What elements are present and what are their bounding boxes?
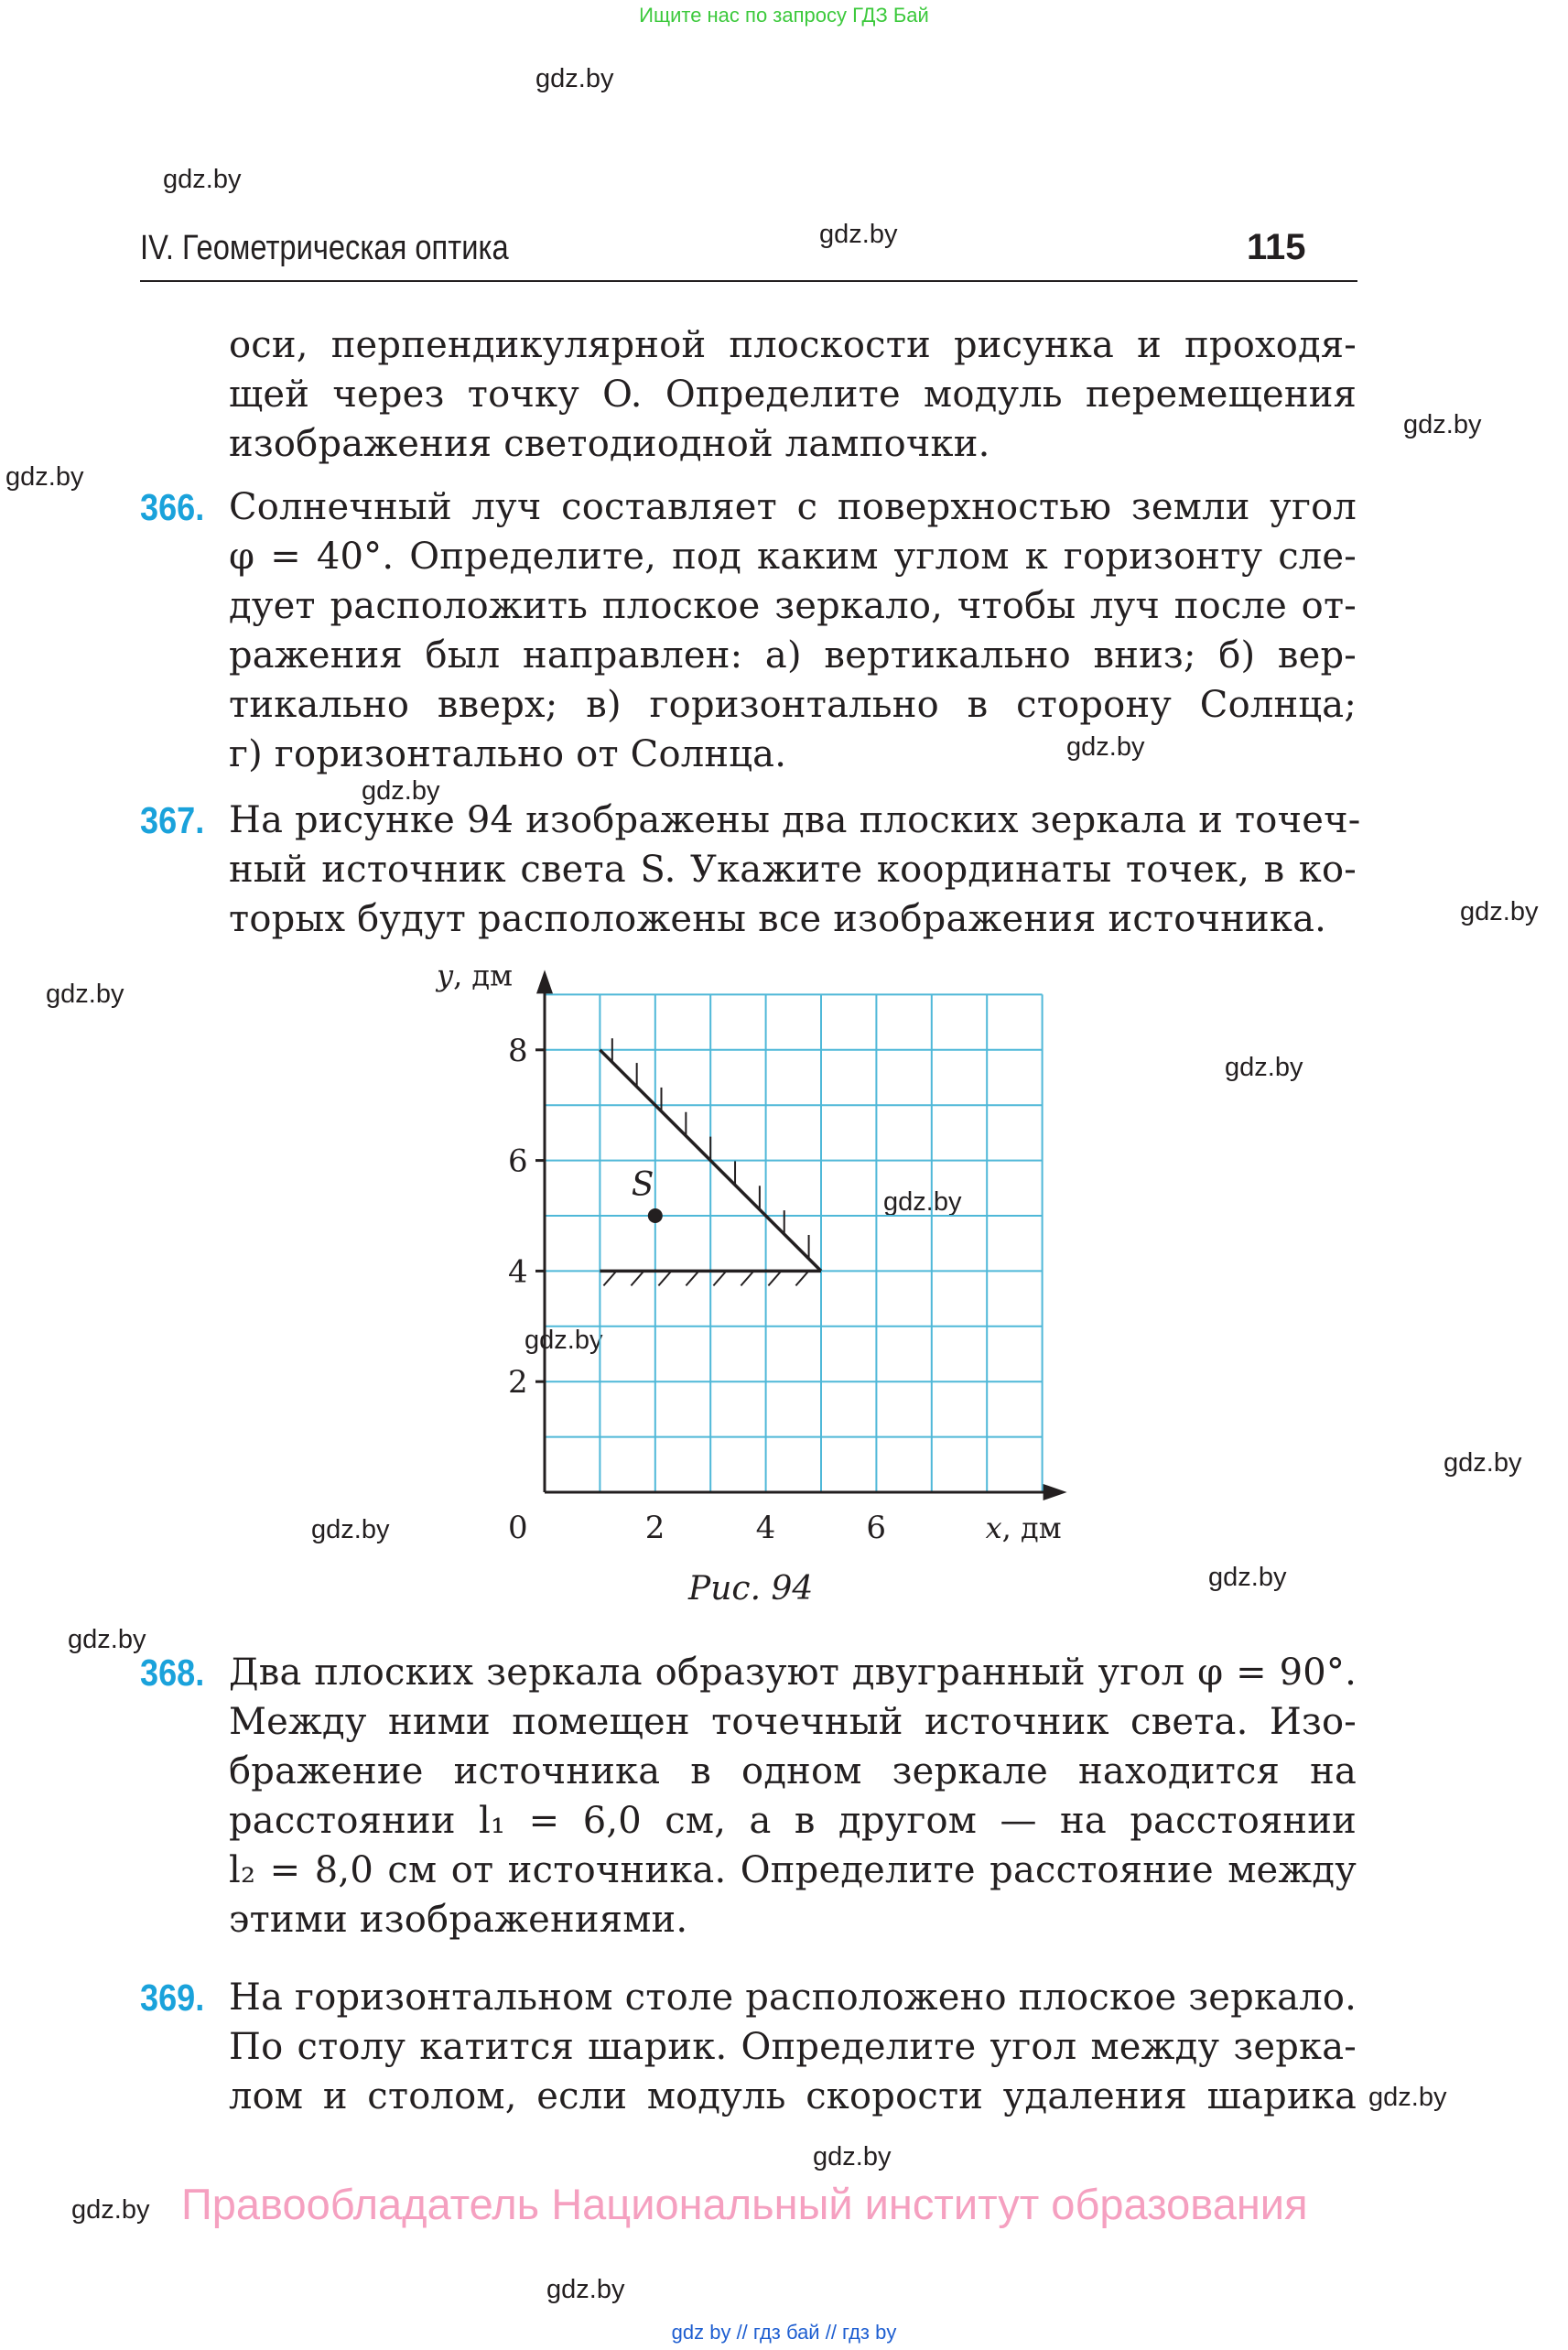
text-line: этими изображениями. — [229, 1899, 688, 1941]
problem-number-367: 367. — [140, 799, 205, 841]
y-axis-label: y, дм — [437, 958, 514, 993]
watermark: gdz.by — [362, 776, 440, 806]
figure-caption: Рис. 94 — [688, 1570, 814, 1608]
watermark: gdz.by — [46, 980, 124, 1009]
text-line: дует расположить плоское зеркало, чтобы луч после от- — [229, 585, 1357, 627]
watermark: gdz.by — [819, 220, 898, 249]
text-line: Между ними помещен точечный источник света. Изо- — [229, 1701, 1357, 1743]
text-line: l₂ = 8,0 см от источника. Определите расстояние между — [229, 1849, 1357, 1891]
watermark: gdz.by — [1066, 732, 1145, 762]
text-line: Солнечный луч составляет с поверхностью земли угол — [229, 486, 1357, 528]
watermark: gdz.by — [546, 2275, 625, 2304]
text-line: бражение источника в одном зеркале находится на — [229, 1750, 1357, 1792]
page-number: 115 — [1247, 227, 1306, 267]
y-tick-label: 4 — [508, 1253, 528, 1291]
watermark: gdz.by — [311, 1515, 390, 1544]
bottom-links[interactable]: gdz by // гдз бай // гдз by — [671, 2321, 897, 2344]
x-axis-arrow — [1044, 1484, 1067, 1500]
y-tick-label: 8 — [508, 1032, 528, 1069]
top-search-note[interactable]: Ищите нас по запросу ГДЗ Бай — [639, 4, 929, 27]
text-line: ражения был направлен: а) вертикально вниз; б) вер- — [229, 634, 1357, 677]
y-axis-arrow — [536, 969, 553, 993]
text-line: оси, перпендикулярной плоскости рисунка и проходя- — [229, 324, 1357, 366]
watermark: gdz.by — [5, 462, 84, 492]
watermark: gdz.by — [1208, 1563, 1287, 1592]
hatch-mark — [713, 1271, 726, 1285]
watermark: gdz.by — [524, 1326, 603, 1355]
problem-number-368: 368. — [140, 1651, 205, 1694]
text-line: На рисунке 94 изображены два плоских зеркала и точеч- — [229, 799, 1361, 841]
hatch-mark — [686, 1271, 698, 1285]
text-line: Два плоских зеркала образуют двугранный угол φ = 90°. — [229, 1651, 1357, 1694]
problem-number-366: 366. — [140, 486, 205, 528]
figure-94-mirrors-graph — [430, 958, 1071, 1546]
x-tick-label: 6 — [866, 1510, 887, 1546]
x-tick-label: 4 — [755, 1510, 776, 1546]
horizontal-mirror-hatching — [603, 1271, 808, 1285]
x-tick-label: 2 — [644, 1510, 665, 1546]
watermark: gdz.by — [813, 2142, 892, 2171]
text-line: щей через точку O. Определите модуль перемещения — [229, 374, 1357, 416]
watermark: gdz.by — [1444, 1448, 1522, 1478]
hatch-mark — [658, 1271, 671, 1285]
running-header-title: IV. Геометрическая оптика — [140, 229, 509, 267]
watermark: gdz.by — [71, 2195, 150, 2225]
text-line: На горизонтальном столе расположено плоское зеркало. — [229, 1976, 1357, 2019]
watermark: gdz.by — [163, 165, 242, 194]
origin-label: 0 — [508, 1510, 528, 1546]
hatch-mark — [741, 1271, 753, 1285]
text-line: По столу катится шарик. Определите угол между зерка- — [229, 2026, 1357, 2068]
text-line: лом и столом, если модуль скорости удаления шарика — [229, 2075, 1357, 2117]
hatch-mark — [603, 1271, 616, 1285]
watermark: gdz.by — [883, 1187, 962, 1217]
text-line: торых будут расположены все изображения источника. — [229, 898, 1327, 940]
tick-labels — [508, 1033, 886, 1546]
watermark: gdz.by — [535, 64, 614, 93]
watermark: gdz.by — [1368, 2083, 1447, 2112]
header-divider — [140, 280, 1357, 282]
problem-number-369: 369. — [140, 1976, 205, 2019]
text-line: ный источник света S. Укажите координаты точек, в ко- — [229, 849, 1357, 891]
watermark: gdz.by — [68, 1625, 146, 1654]
text-line: тикально вверх; в) горизонтально в сторону Солнца; — [229, 684, 1357, 726]
text-line: г) горизонтально от Солнца. — [229, 733, 787, 775]
y-tick-label: 6 — [508, 1143, 528, 1180]
text-line: расстоянии l₁ = 6,0 см, а в другом — на расстоянии — [229, 1800, 1357, 1842]
watermark: gdz.by — [1403, 410, 1482, 439]
rights-holder-note: Правообладатель Национальный институт образования — [181, 2180, 1308, 2228]
light-source-point — [648, 1208, 663, 1223]
hatch-mark — [795, 1271, 808, 1285]
watermark: gdz.by — [1460, 897, 1539, 926]
text-line: изображения светодиодной лампочки. — [229, 423, 990, 465]
hatch-mark — [768, 1271, 781, 1285]
x-axis-label: x, дм — [985, 1511, 1062, 1545]
y-tick-label: 2 — [508, 1364, 528, 1402]
source-label: S — [631, 1166, 654, 1204]
watermark: gdz.by — [1225, 1053, 1303, 1082]
text-line: φ = 40°. Определите, под каким углом к горизонту сле- — [229, 536, 1357, 578]
hatch-mark — [631, 1271, 643, 1285]
